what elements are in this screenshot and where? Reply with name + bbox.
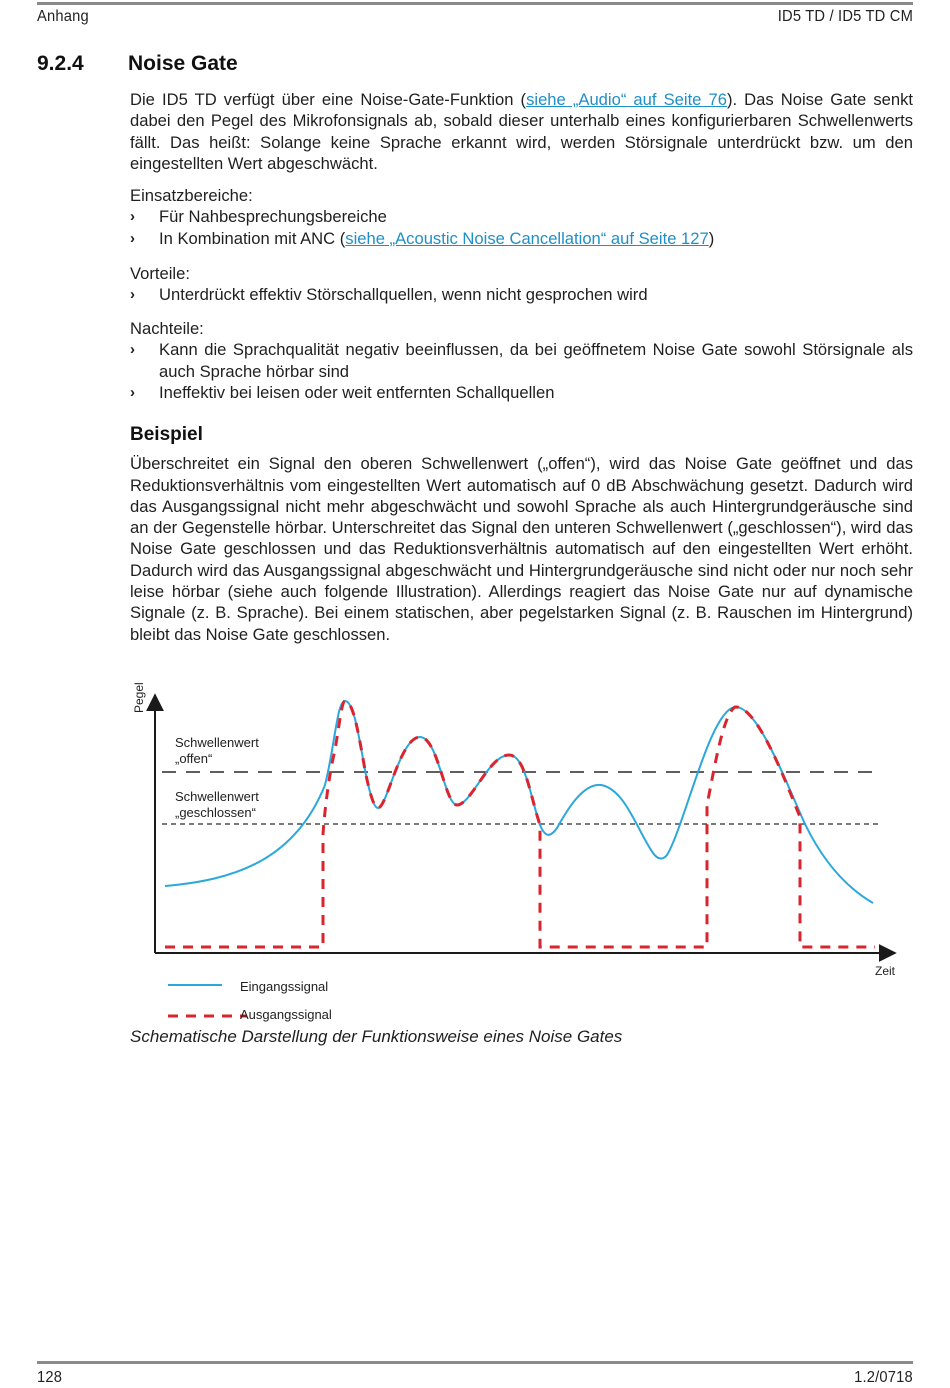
x-axis-label: Zeit xyxy=(875,964,896,978)
list-item-text: Kann die Sprachqualität negativ beeinflussen, da bei geöffnetem Noise Gate sowohl Störsignale als auch Sprache hörbar sind xyxy=(159,340,913,381)
chevron-right-icon: › xyxy=(130,341,135,359)
chevron-right-icon: › xyxy=(130,208,135,226)
list-item xyxy=(130,206,913,227)
pros-label: Vorteile: xyxy=(130,264,190,283)
example-heading: Beispiel xyxy=(130,424,203,445)
threshold-open-label: Schwellenwert „offen“ xyxy=(175,735,259,766)
list-item xyxy=(130,382,913,403)
chevron-right-icon: › xyxy=(130,383,135,401)
cons-block xyxy=(130,318,913,403)
list-item xyxy=(130,339,913,382)
header-chapter: Anhang xyxy=(37,8,89,25)
intro-paragraph xyxy=(130,89,913,174)
footer-page-number: 128 xyxy=(37,1369,63,1386)
uses-block xyxy=(130,185,913,249)
list-item xyxy=(130,284,913,305)
list-item-text: Ineffektiv bei leisen oder weit entfernten Schallquellen xyxy=(159,382,555,402)
input-signal-line xyxy=(165,701,873,903)
threshold-closed-label: Schwellenwert „geschlossen“ xyxy=(175,789,259,820)
section-title: Noise Gate xyxy=(128,52,238,75)
section-number: 9.2.4 xyxy=(37,52,84,75)
chevron-right-icon: › xyxy=(130,286,135,304)
footer-version: 1.2/0718 xyxy=(854,1369,913,1386)
link-anc[interactable]: siehe „Acoustic Noise Cancellation“ auf Seite 127 xyxy=(345,228,709,248)
section-heading xyxy=(37,52,238,76)
footer-rule xyxy=(37,1361,913,1364)
list-item-text: ) xyxy=(708,228,715,248)
legend-output-label: Ausgangssignal xyxy=(240,1007,332,1022)
intro-text-pre: Die ID5 TD verfügt über eine Noise-Gate-Funktion ( xyxy=(130,90,527,109)
header-rule xyxy=(37,2,913,5)
cons-label: Nachteile: xyxy=(130,319,204,338)
list-item xyxy=(130,228,913,249)
uses-label: Einsatzbereiche: xyxy=(130,186,253,205)
y-axis-label: Pegel xyxy=(132,682,146,713)
list-item-text: Für Nahbesprechungsbereiche xyxy=(159,207,387,227)
figure-caption: Schematische Darstellung der Funktionsweise eines Noise Gates xyxy=(130,1027,623,1046)
pros-block xyxy=(130,263,913,306)
intro-text-post: ). Das Noise Gate senkt dabei den Pegel des Mikrofonsignals ab, sobald dieser unterhalb eines konfigurierbaren Schwellenwerts fällt. Das heißt: Solange keine Sprache erkannt wird, werden Störsignale unterdrückt bzw. um den eingestellten Wert abgeschwächt. xyxy=(130,90,914,173)
link-audio[interactable]: siehe „Audio“ auf Seite 76 xyxy=(526,90,727,109)
header-product: ID5 TD / ID5 TD CM xyxy=(777,8,913,25)
chevron-right-icon: › xyxy=(130,229,135,247)
list-item-text: Unterdrückt effektiv Störschallquellen, wenn nicht gesprochen wird xyxy=(159,285,648,305)
example-block xyxy=(130,424,913,645)
list-item-text: In Kombination mit ANC ( xyxy=(159,228,346,248)
example-paragraph: Überschreitet ein Signal den oberen Schwellenwert („offen“), wird das Noise Gate geöffnet und das Reduktionsverhältnis vom eingestellten Wert automatisch auf 0 dB Abschwächung gesetzt. Dadurch wird das Ausgangssignal nicht mehr abgeschwächt und sowohl Sprache als auch Hintergrundgeräusche sind an der Gegenstelle hörbar. Unterschreitet das Signal den unteren Schwellenwert („geschlossen“), wird das Noise Gate geschlossen und das Reduktionsverhältnis automatisch auf den eingestellten Wert erhöht. Dadurch wird das Ausgangssignal abgeschwächt und Hintergrundgeräusche sind nicht oder nur noch sehr leise hörbar (siehe auch folgende Illustration). Allerdings reagiert das Noise Gate nur auf dynamische Signale (z. B. Sprache). Bei einem statischen, aber pegelstarken Signal (z. B. Rauschen im Hintergrund) bleibt das Noise Gate geschlossen. xyxy=(130,454,913,644)
intro-block xyxy=(130,89,913,174)
legend-input-label: Eingangssignal xyxy=(240,979,329,994)
noise-gate-figure xyxy=(125,675,915,1035)
